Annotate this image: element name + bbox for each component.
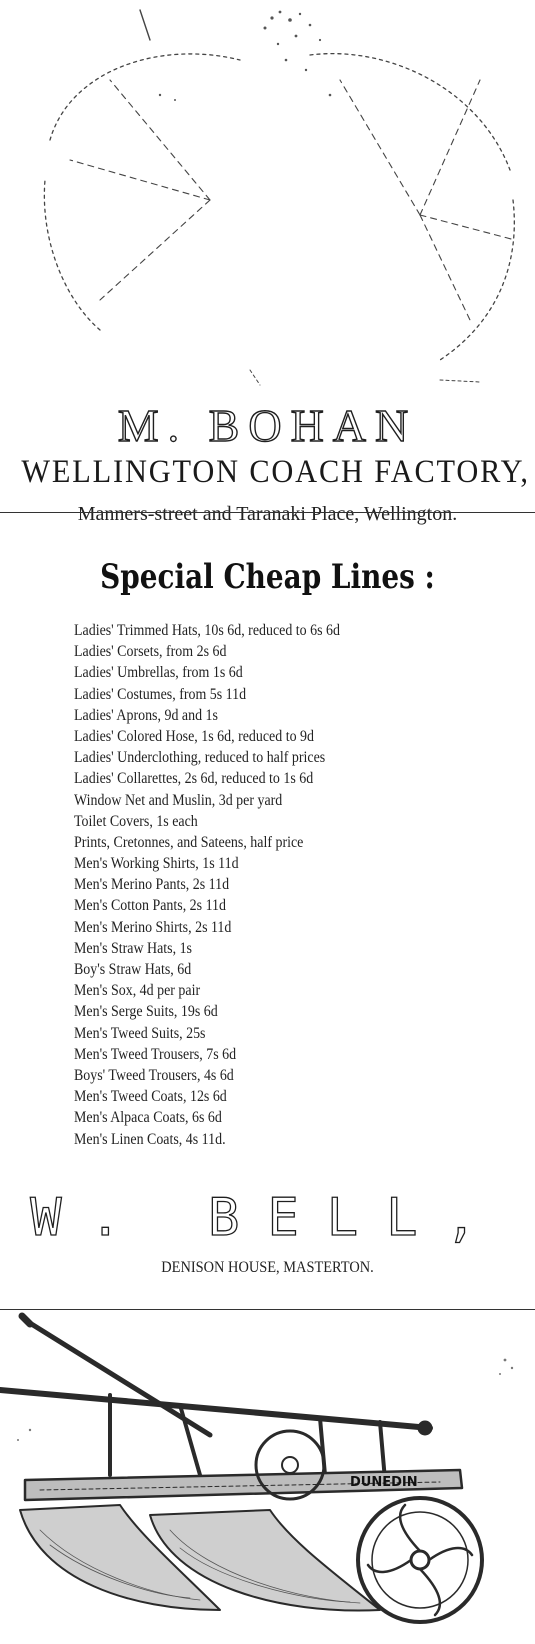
- list-item: Men's Tweed Trousers, 7s 6d: [74, 1045, 237, 1063]
- bell-address: DENISON HOUSE, MASTERTON.: [161, 1259, 374, 1276]
- list-item: Ladies' Underclothing, reduced to half prices: [74, 749, 326, 767]
- price-list: [74, 620, 494, 1150]
- list-item: Ladies' Collarettes, 2s 6d, reduced to 1s 6d: [74, 770, 314, 788]
- plough-frame-text: DUNEDIN: [350, 1475, 418, 1490]
- list-item: Prints, Cretonnes, and Sateens, half price: [74, 833, 304, 851]
- list-item: Men's Sox, 4d per pair: [74, 982, 201, 1000]
- list-item: Ladies' Trimmed Hats, 10s 6d, reduced to 6s 6d: [74, 622, 340, 639]
- carriage-wheel-illustration: [10, 0, 530, 395]
- list-item: Men's Straw Hats, 1s: [74, 939, 192, 957]
- special-lines-heading: Special Cheap Lines :: [100, 557, 435, 597]
- list-item: Men's Merino Shirts, 2s 11d: [74, 918, 232, 936]
- bohan-business-name: WELLINGTON COACH FACTORY,: [21, 454, 530, 490]
- list-item: Men's Alpaca Coats, 6s 6d: [74, 1109, 222, 1127]
- column-divider: [0, 512, 535, 513]
- list-item: Window Net and Muslin, 3d per yard: [74, 791, 283, 809]
- list-item: Men's Merino Pants, 2s 11d: [74, 876, 230, 894]
- list-item: Toilet Covers, 1s each: [74, 812, 198, 830]
- plough-illustration: [0, 1310, 535, 1644]
- list-item: Boys' Tweed Trousers, 4s 6d: [74, 1066, 234, 1084]
- list-item: Men's Linen Coats, 4s 11d.: [74, 1130, 226, 1148]
- list-item: Men's Working Shirts, 1s 11d: [74, 855, 239, 873]
- list-item: Ladies' Corsets, from 2s 6d: [74, 643, 227, 661]
- list-item: Men's Serge Suits, 19s 6d: [74, 1003, 218, 1021]
- list-item: Ladies' Costumes, from 5s 11d: [74, 685, 247, 703]
- bell-name: W. BELL,: [30, 1188, 505, 1248]
- bohan-address: Manners-street and Taranaki Place, Wellington.: [77, 503, 458, 525]
- list-item: Men's Tweed Coats, 12s 6d: [74, 1088, 227, 1106]
- list-item: Boy's Straw Hats, 6d: [74, 961, 192, 978]
- list-item: Ladies' Colored Hose, 1s 6d, reduced to 9d: [74, 727, 315, 745]
- list-item: Ladies' Aprons, 9d and 1s: [74, 706, 218, 724]
- list-item: Ladies' Umbrellas, from 1s 6d: [74, 664, 243, 682]
- list-item: Men's Cotton Pants, 2s 11d: [74, 897, 226, 915]
- list-item: Men's Tweed Suits, 25s: [74, 1024, 206, 1042]
- bohan-name: M. BOHAN: [117, 400, 418, 451]
